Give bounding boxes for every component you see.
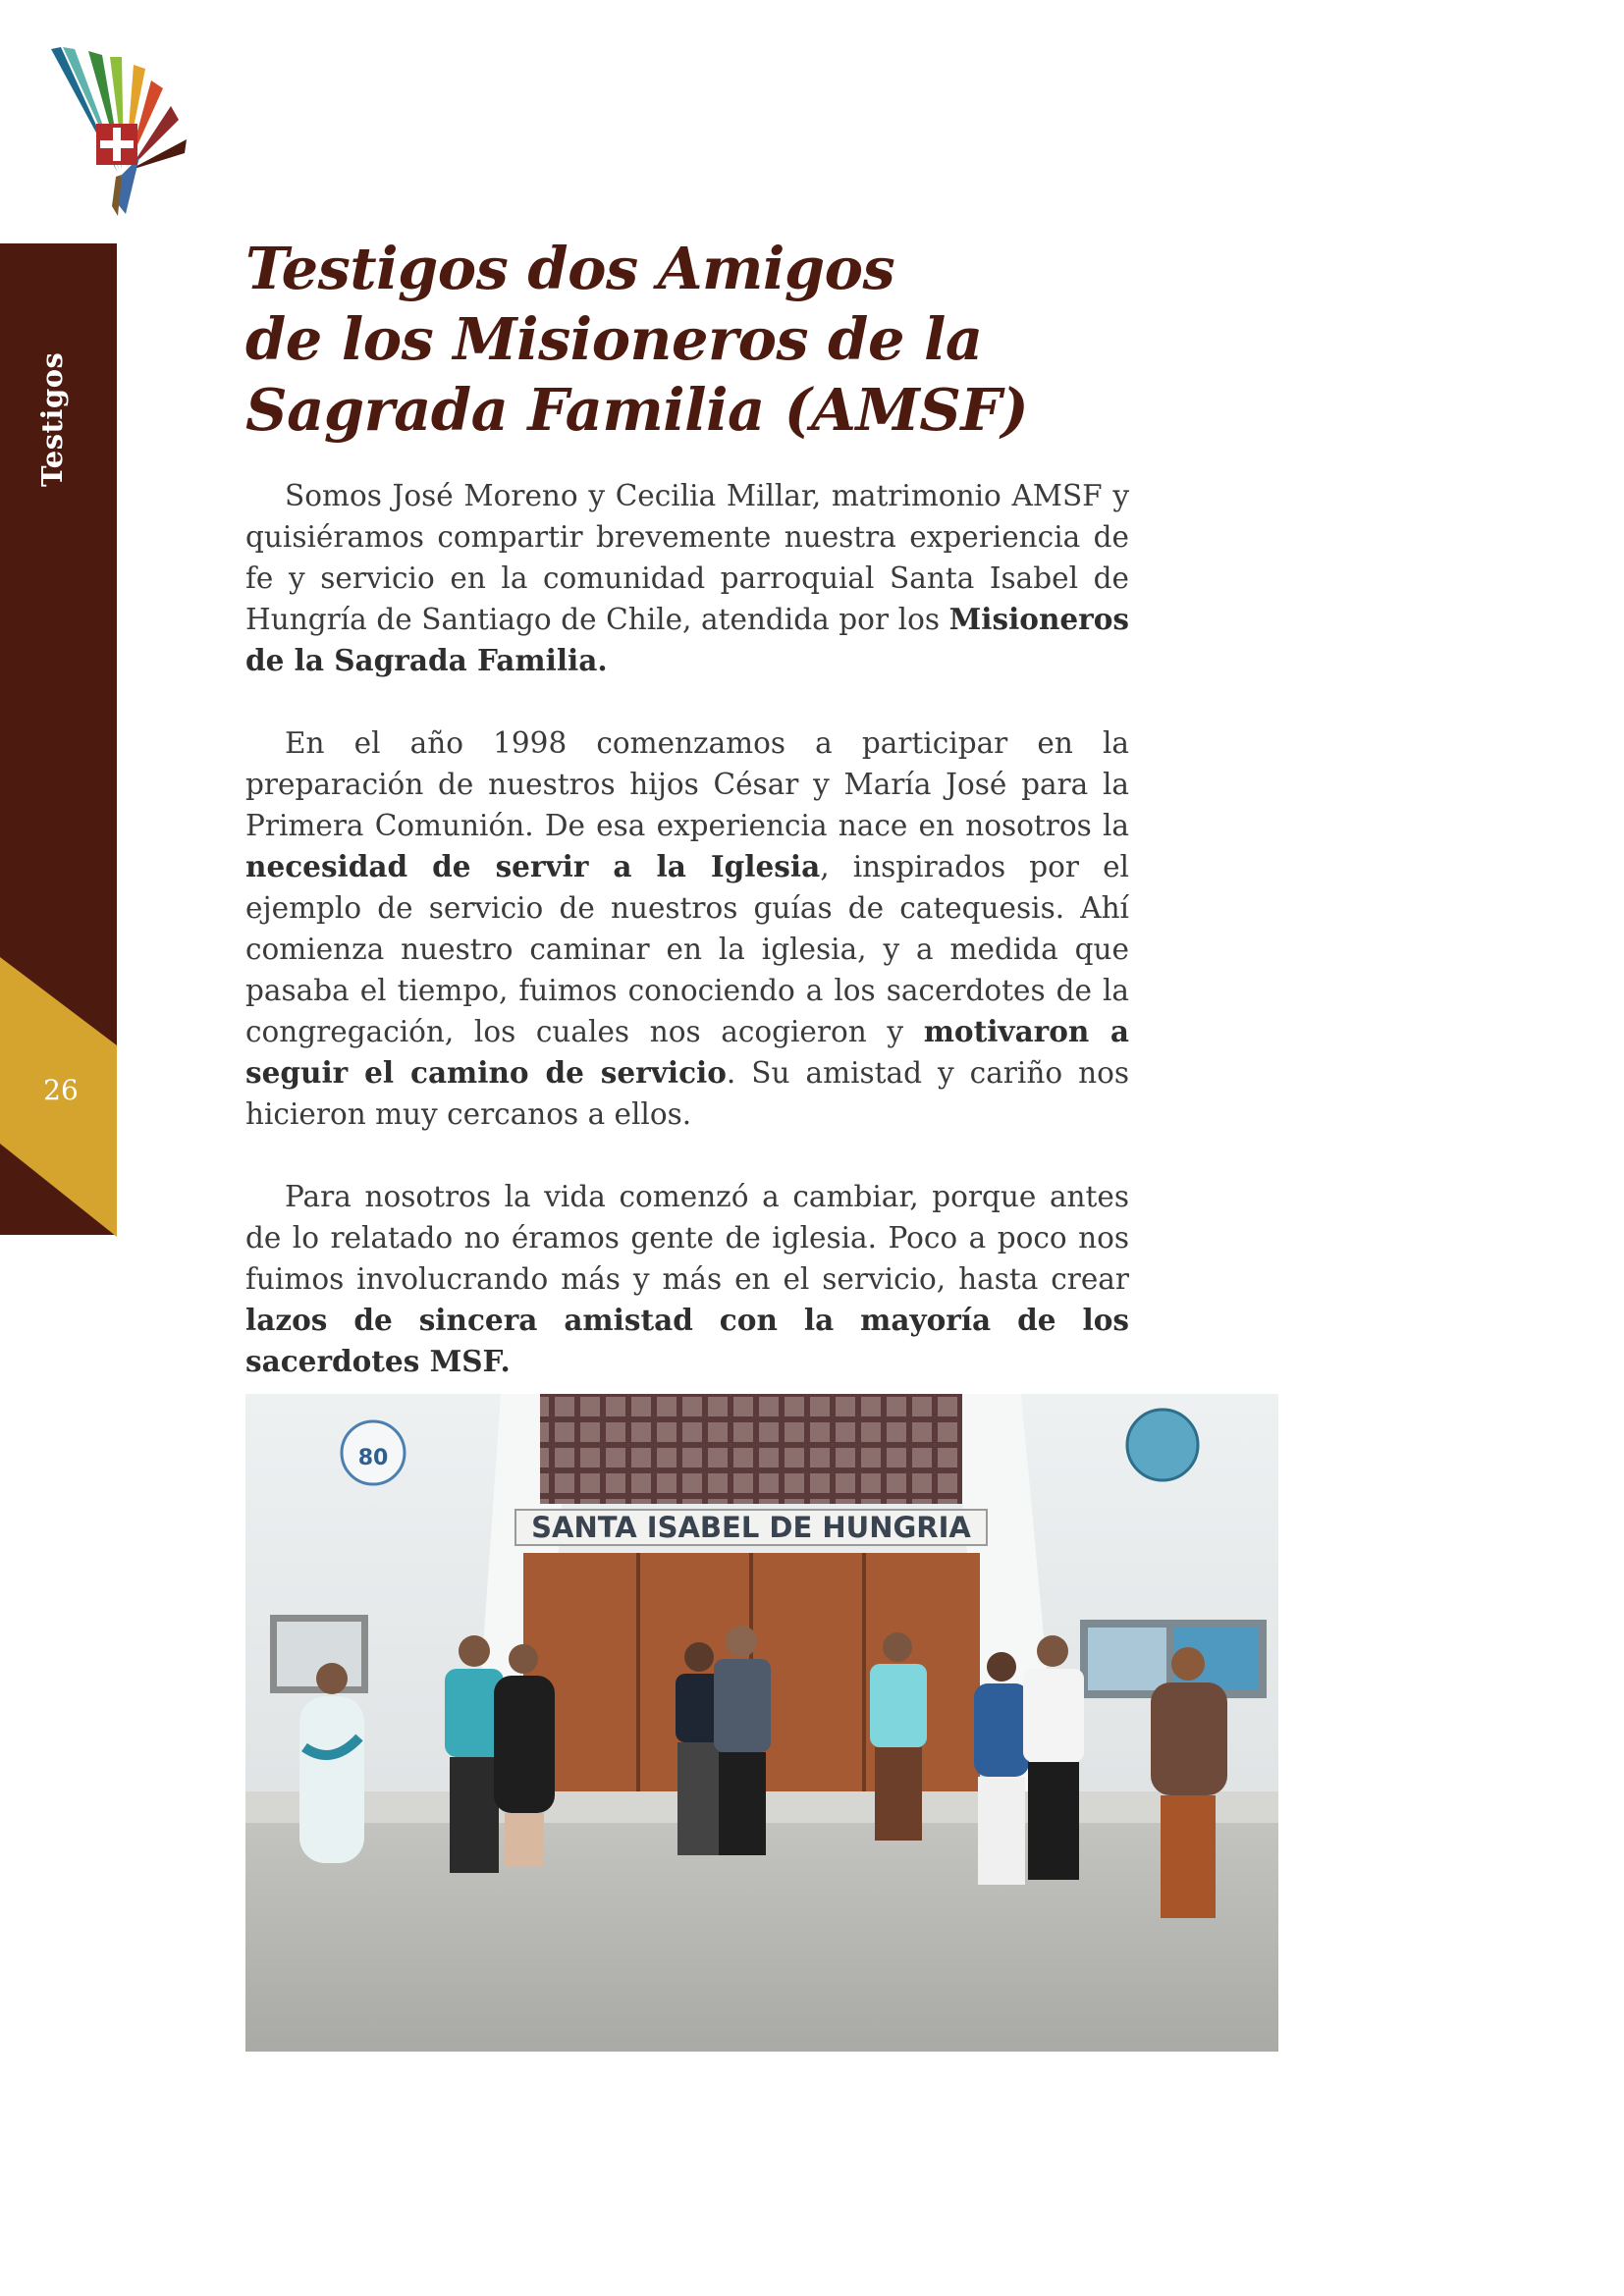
article-body	[245, 475, 1129, 1423]
text-run: Somos José Moreno y Cecilia Millar, matrimonio AMSF y quisiéramos compartir brevemente nuestra experiencia de fe y servicio en la comunidad parroquial Santa Isabel de Hungría de Santiago de Chile, atendida por los	[245, 479, 1129, 636]
paragraph	[245, 1176, 1129, 1382]
title-line: de los Misioneros de la	[245, 305, 983, 373]
title-line: Sagrada Familia (AMSF)	[245, 376, 1029, 444]
church-sign-text: SANTA ISABEL DE HUNGRIA	[531, 1511, 971, 1544]
section-label: Testigos	[35, 351, 69, 487]
emphasis-run: lazos de sincera amistad con la mayoría de los sacerdotes MSF.	[245, 1303, 1129, 1378]
article-title	[245, 234, 1090, 446]
church-window	[540, 1394, 962, 1504]
congregation-logo	[49, 47, 189, 219]
paragraph	[245, 722, 1129, 1135]
paragraph	[245, 475, 1129, 681]
emphasis-run: necesidad de servir a la Iglesia	[245, 849, 821, 883]
emphasis-run: Misioneros de la Sagrada Familia.	[245, 602, 1129, 677]
text-run: . Su amistad y cariño nos hicieron muy cercanos a ellos.	[245, 1056, 1129, 1131]
title-line: Testigos dos Amigos	[245, 235, 895, 302]
holy-family-medallion	[1127, 1410, 1198, 1480]
group-photo	[245, 1394, 1278, 2052]
text-run: , inspirados por el ejemplo de servicio de nuestros guías de catequesis. Ahí comienza nuestro caminar en la iglesia, y a medida que pasaba el tiempo, fuimos conociendo a los sacerdotes de la congregación, los cuales nos acogieron y	[245, 850, 1129, 1048]
emphasis-run: motivaron a seguir el camino de servicio	[245, 1014, 1129, 1090]
text-run: En el año 1998 comenzamos a participar en la preparación de nuestros hijos César y María José para la Primera Comunión. De esa experiencia nace en nosotros la	[245, 726, 1129, 842]
msf-badge-text: 80	[357, 1446, 389, 1470]
page-number: 26	[43, 1074, 79, 1106]
text-run: Para nosotros la vida comenzó a cambiar, porque antes de lo relatado no éramos gente de iglesia. Poco a poco nos fuimos involucrando más y más en el servicio, hasta crear	[245, 1180, 1129, 1296]
